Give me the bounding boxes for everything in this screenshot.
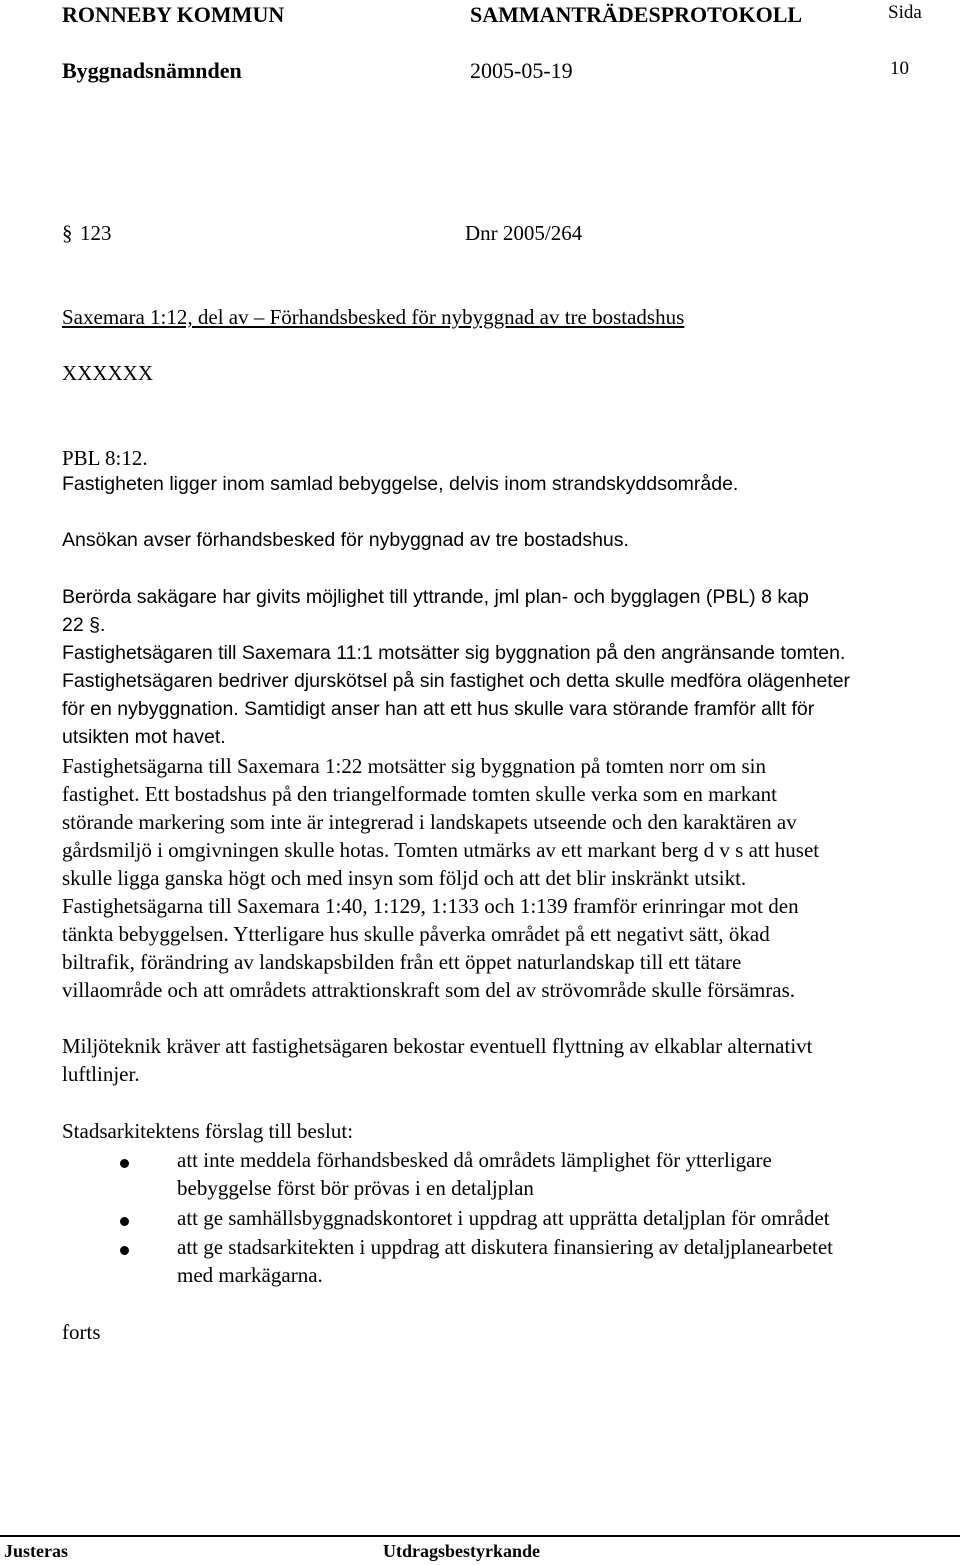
footer-utdragsbestyrkande: Utdragsbestyrkande	[383, 1541, 541, 1561]
text-line: för en nybyggnation. Samtidigt anser han att ett hus skulle vara störande framför allt för	[62, 698, 815, 720]
text-line: utsikten mot havet.	[62, 726, 226, 748]
text-line: skulle ligga ganska högt och med insyn som följd och att det blir inskränkt utsikt.	[62, 866, 747, 890]
text-line: Fastigheten ligger inom samlad bebyggelse, delvis inom strandskyddsområde.	[62, 473, 739, 495]
header-date: 2005-05-19	[470, 58, 573, 83]
case-dnr: Dnr 2005/264	[465, 221, 583, 245]
footer-justeras: Justeras	[4, 1541, 68, 1561]
bullet-icon	[120, 1217, 129, 1226]
footer-rule	[0, 1535, 960, 1537]
case-title: Saxemara 1:12, del av – Förhandsbesked för nybyggnad av tre bostadshus	[62, 305, 685, 329]
header-board: Byggnadsnämnden	[62, 58, 242, 83]
text-line: luftlinjer.	[62, 1062, 140, 1086]
text-line: Fastighetsägaren bedriver djurskötsel på sin fastighet och detta skulle medföra olägenheter	[62, 670, 851, 692]
header-doc-type: SAMMANTRÄDESPROTOKOLL	[470, 2, 803, 27]
text-line: fastighet. Ett bostadshus på den triangelformade tomten skulle verka som en markant	[62, 782, 777, 806]
text-line: villaområde och att områdets attraktionskraft som del av strövområde skulle försämras.	[62, 978, 796, 1002]
text-line: gårdsmiljö i omgivningen skulle hotas. Tomten utmärks av ett markant berg d v s att huset	[62, 838, 820, 862]
list-item: att ge stadsarkitekten i uppdrag att diskutera finansiering av detaljplanearbetet	[177, 1235, 834, 1259]
pbl-reference: PBL 8:12.	[62, 446, 148, 470]
bullet-icon	[120, 1246, 129, 1255]
text-line: Ansökan avser förhandsbesked för nybyggnad av tre bostadshus.	[62, 529, 629, 551]
text-line: störande markering som inte är integrerad i landskapets utseende och den karaktären av	[62, 810, 797, 834]
header-page-label: Sida	[888, 2, 922, 23]
case-number: 123	[80, 221, 112, 245]
header-page-number: 10	[890, 58, 909, 79]
list-item: att ge samhällsbyggnadskontoret i uppdrag att upprätta detaljplan för området	[177, 1206, 830, 1230]
list-item: att inte meddela förhandsbesked då områdets lämplighet för ytterligare	[177, 1148, 772, 1172]
text-line: biltrafik, förändring av landskapsbilden från ett öppet naturlandskap till ett tätare	[62, 950, 742, 974]
text-line: Fastighetsägaren till Saxemara 11:1 motsätter sig byggnation på den angränsande tomten.	[62, 642, 846, 664]
list-item: bebyggelse först bör prövas i en detaljplan	[177, 1176, 534, 1200]
text-line: tänkta bebyggelsen. Ytterligare hus skulle påverka området på ett negativt sätt, ökad	[62, 922, 770, 946]
continued-marker: forts	[62, 1320, 101, 1344]
text-line: 22 §.	[62, 614, 106, 636]
header-municipality: RONNEBY KOMMUN	[62, 2, 285, 27]
proposal-heading: Stadsarkitektens förslag till beslut:	[62, 1119, 354, 1143]
text-line: Berörda sakägare har givits möjlighet till yttrande, jml plan- och bygglagen (PBL) 8 kap	[62, 586, 809, 608]
list-item: med markägarna.	[177, 1263, 323, 1287]
text-line: Fastighetsägarna till Saxemara 1:40, 1:129, 1:133 och 1:139 framför erinringar mot den	[62, 894, 799, 918]
text-line: Fastighetsägarna till Saxemara 1:22 motsätter sig byggnation på tomten norr om sin	[62, 754, 766, 778]
text-line: Miljöteknik kräver att fastighetsägaren bekostar eventuell flyttning av elkablar alternativt	[62, 1034, 813, 1058]
case-applicant: XXXXXX	[62, 361, 153, 385]
bullet-icon	[120, 1159, 129, 1168]
paragraph-mark: §	[62, 221, 73, 245]
